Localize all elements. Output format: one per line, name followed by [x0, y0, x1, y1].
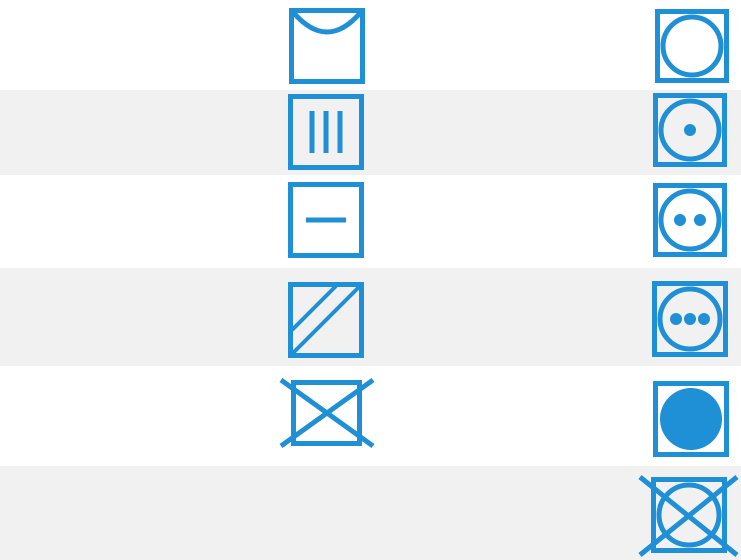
dry-in-shade-icon	[288, 282, 364, 358]
line-dry-icon	[289, 8, 365, 84]
row-band-4	[0, 268, 741, 366]
row-band-3	[0, 175, 741, 268]
row-band-6	[0, 466, 741, 560]
row-band-2	[0, 90, 741, 175]
tumble-dry-medium-heat-icon	[653, 183, 727, 257]
row-band-1	[0, 0, 741, 90]
do-not-dry-icon	[277, 376, 377, 450]
tumble-dry-icon	[655, 9, 729, 83]
do-not-tumble-dry-icon	[636, 472, 741, 560]
tumble-dry-no-heat-icon	[653, 381, 729, 457]
tumble-dry-low-heat-icon	[653, 93, 727, 167]
tumble-dry-high-heat-icon	[652, 281, 728, 357]
dry-flat-icon	[288, 182, 364, 258]
drip-dry-icon	[288, 94, 364, 170]
